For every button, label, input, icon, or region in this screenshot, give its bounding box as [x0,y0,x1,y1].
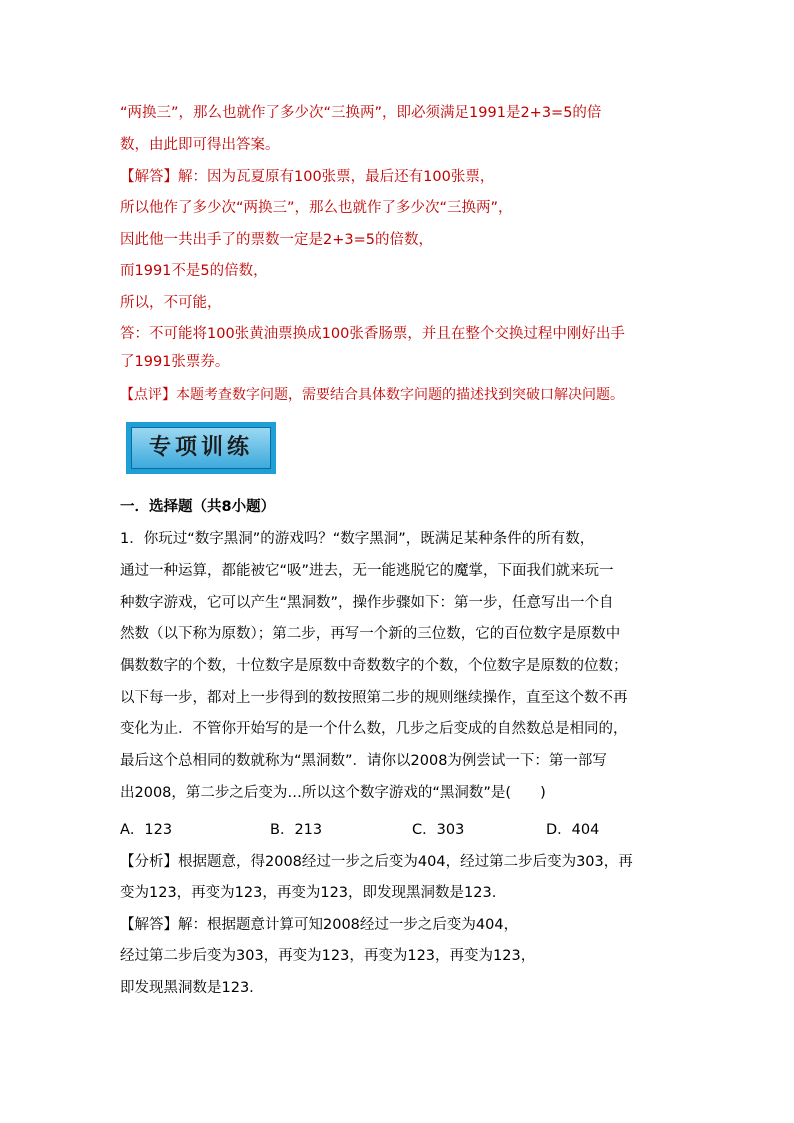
comment-tag: 【点评】 [120,387,176,403]
option-d: D．404 [546,822,600,838]
question-line-2: 通过一种运算，都能被它“吸”进去，无一能逃脱它的魔掌，下面我们就来玩一 [120,563,614,579]
analysis-line-1: 【分析】根据题意，得2008经过一步之后变为404，经过第二步后变为303，再 [120,854,633,870]
solution-text: 解：因为瓦夏原有100张票，最后还有100张票， [178,169,495,185]
comment-text: 本题考查数字问题，需要结合具体数字问题的描述找到突破口解决问题。 [176,387,624,403]
question-line-7: 变化为止．不管你开始写的是一个什么数，几步之后变成的自然数总是相同的， [120,721,628,737]
solution-line-3: 因此他一共出手了的票数一定是2+3=5的倍数， [120,232,433,248]
answer-line-2: 经过第二步后变为303，再变为123，再变为123，再变为123， [120,948,536,964]
solution-line-5: 所以，不可能， [120,295,222,311]
question-line-3: 种数字游戏，它可以产生“黑洞数”，操作步骤如下：第一步，任意写出一个自 [120,595,614,611]
solution-line-1 [120,167,680,187]
answer-line-3: 即发现黑洞数是123. [120,980,254,996]
comment-line [120,385,690,405]
section-title: 一．选择题（共8小题） [120,499,276,515]
option-b: B．213 [270,822,323,838]
analysis-continuation-line-1: “两换三”，那么也就作了多少次“三换两”，即必须满足1991是2+3=5的倍 [120,105,602,121]
solution-line-2: 所以他作了多少次“两换三”，那么也就作了多少次“三换两”， [120,200,513,216]
solution-tag: 【解答】 [120,169,178,185]
badge-label: 专项训练 [148,435,253,460]
analysis-continuation-line-2: 数，由此即可得出答案。 [120,137,280,153]
option-a: A．123 [120,822,173,838]
question-line-8: 最后这个总相同的数就称为“黑洞数”．请你以2008为例尝试一下：第一部写 [120,753,607,769]
question-line-1: 1．你玩过“数字黑洞”的游戏吗？“数字黑洞”，既满足某种条件的所有数， [120,531,595,547]
question-line-5: 偶数数字的个数，十位数字是原数中奇数数字的个数，个位数字是原数的位数； [120,658,628,674]
solution-line-7: 了1991张票券。 [120,354,230,370]
option-c: C．303 [412,822,465,838]
solution-line-6: 答：不可能将100张黄油票换成100张香肠票，并且在整个交换过程中刚好出手 [120,326,625,342]
section-badge [126,422,276,474]
question-line-9: 出2008，第二步之后变为…所以这个数字游戏的“黑洞数”是( ) [120,785,546,801]
solution-line-4: 而1991不是5的倍数， [120,263,268,279]
analysis-line-2: 变为123，再变为123，再变为123，即发现黑洞数是123. [120,885,497,901]
question-line-4: 然数（以下称为原数）；第二步，再写一个新的三位数，它的百位数字是原数中 [120,626,621,642]
answer-line-1: 【解答】解：根据题意计算可知2008经过一步之后变为404， [120,917,519,933]
question-line-6: 以下每一步，都对上一步得到的数按照第二步的规则继续操作，直至这个数不再 [120,690,628,706]
